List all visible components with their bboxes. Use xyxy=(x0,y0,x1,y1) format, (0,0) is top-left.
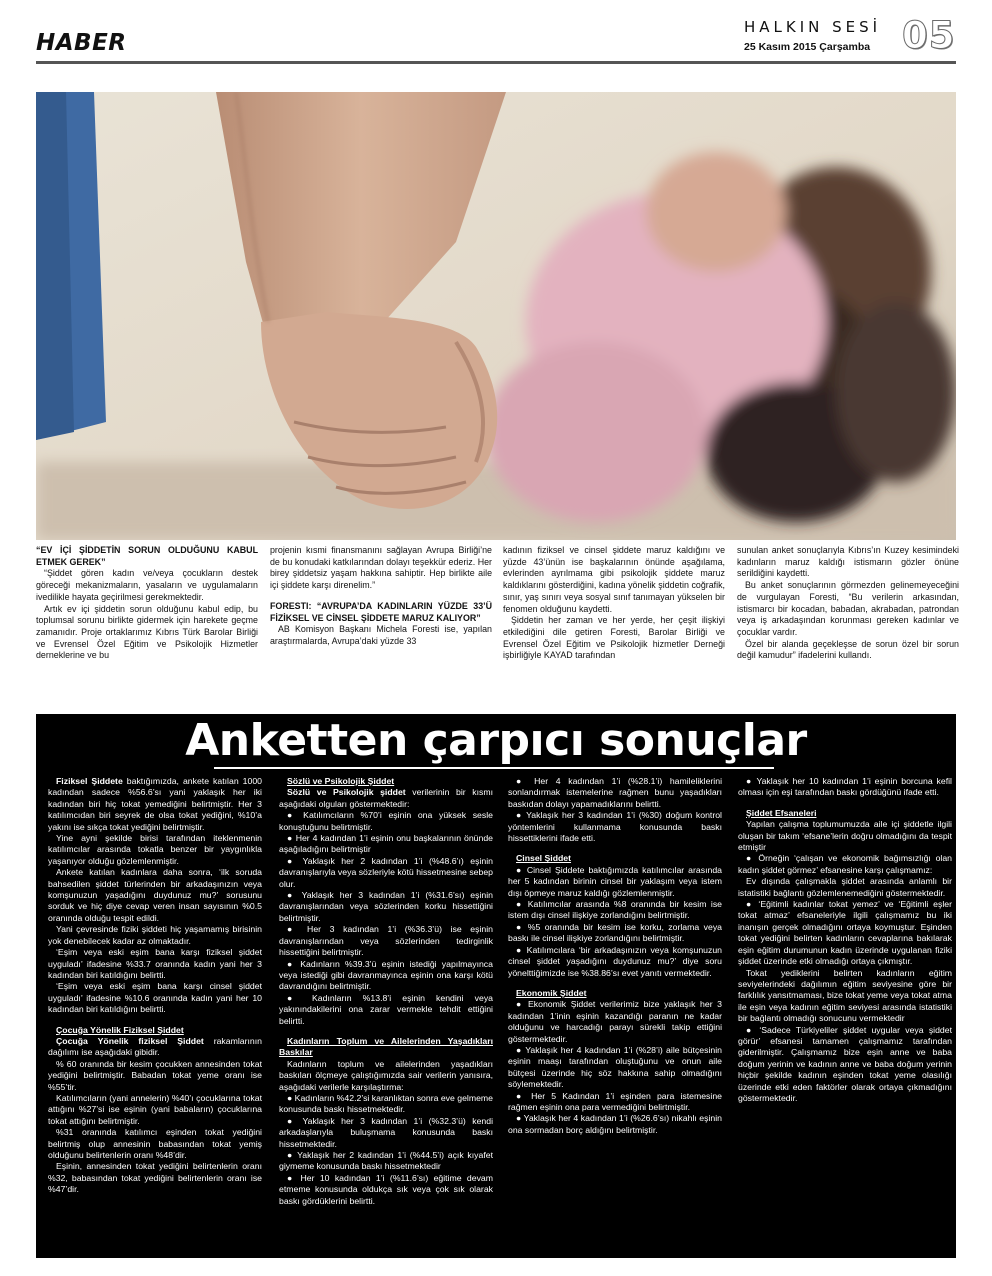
survey-paragraph xyxy=(279,1116,493,1150)
survey-paragraph xyxy=(279,833,493,856)
survey-lead-text: Fiziksel Şiddete xyxy=(56,776,123,786)
survey-paragraph xyxy=(508,865,722,899)
survey-body-text: ● Her 5 Kadından 1’i eşinden para istemesine rağmen eşinin ona para vermediğini belirtmiştir. xyxy=(508,1090,722,1112)
article-column-1 xyxy=(36,545,258,662)
survey-subheading: Ekonomik Şiddet xyxy=(516,987,587,998)
survey-body-text: Kadınların toplum ve ailelerinden yaşadıkları baskıları ölçmeye çalıştığımızda sair verilerin yanısıra, aşağıdaki verilerle karşılaştırma: xyxy=(279,1058,493,1092)
article-column-4 xyxy=(737,545,959,662)
survey-body-text: Yine ayni şekilde birisi tarafından iteklenmenin katılımcılar arasında tokatla benzer bir yaygınlıkla yaşanıyor olduğu gözlemlenmiştir. xyxy=(48,833,262,866)
survey-paragraph xyxy=(508,1113,722,1136)
survey-body-text: ● Kadınların %39.3’ü eşinin istediği yapılmayınca veya istediği gibi davranmayınca eşinin ona karşı kötü davrandığını belirtmiştir. xyxy=(279,958,493,992)
survey-body-text: verilerinin bir kısmı aşağıdaki olguları göstermektedir: xyxy=(279,787,493,809)
newspaper-name: HALKIN SESİ xyxy=(744,18,882,36)
survey-body-text: ● Yaklaşık her 10 kadından 1’i eşinin borcuna kefil olması için eşi tarafından baskı gördüğünü ifade etti. xyxy=(738,776,952,798)
page-number: 05 xyxy=(902,14,956,57)
survey-paragraph xyxy=(279,810,493,833)
survey-paragraph xyxy=(48,1059,262,1093)
survey-body-text: ● Yaklaşık her 4 kadından 1’i (%26.6’sı) nikahlı eşinin ona sormadan borç aldığını belirtmiştir. xyxy=(508,1113,722,1135)
survey-body-text: ‘Eşim veya eski eşim bana karşı cinsel şiddet uyguladı’ ifadesine %10.6 oranında kadın yani her 10 kadından biri katıldığını belirtti. xyxy=(48,981,262,1015)
survey-body-text: ● Her 3 kadından 1’i (%36.3’ü) ise eşinin davranışlarından veya sözlerinden tedirginlik hissettiğini belirtmiştir. xyxy=(279,924,493,958)
survey-paragraph xyxy=(738,1025,952,1105)
article-paragraph: Şiddetin her zaman ve her yerde, her çeşit ilişkiyi etkilediğini dile getiren Foresti, Barolar Birliği ve Evrensel Özel Eğitim ve Psikolojik hizmetler Derneği işbirliğiyle KAYAD tarafından xyxy=(503,615,725,661)
survey-subheading: Çocuğa Yönelik Fiziksel Şiddet xyxy=(56,1024,184,1035)
survey-paragraph xyxy=(279,787,493,810)
survey-body-text: ● Yaklaşık her 4 kadından 1’i (%28’i) aile bütçesinin eşinin maaşı tarafından oluştuğunu ve onun aile bütçesi üzerinde hiç söz hakkına sahip olmadığını söylemektedir. xyxy=(508,1044,722,1090)
survey-body-text: ● Her 4 kadından 1’i eşinin onu başkalarının önünde aşağıladığını belirtmiştir xyxy=(279,833,493,855)
survey-body-text: Katılımcıların (yani annelerin) %40’ı çocuklarına tokat attığını %27’si ise eşinin (yani babaların) çocuklarına tokat attığını belirtmiştir. xyxy=(48,1092,262,1126)
article-column-2 xyxy=(270,545,492,648)
survey-paragraph xyxy=(48,776,262,833)
survey-paragraph xyxy=(508,899,722,922)
survey-lead-text: Çocuğa Yönelik fiziksel Şiddet xyxy=(56,1035,204,1046)
article-paragraph: sunulan anket sonuçlarıyla Kıbrıs’ın Kuzey kesimindeki kadınların maruz kaldığı istismarın gözler önüne serildiğini kaydetti. xyxy=(737,545,959,579)
survey-body-text: ● Cinsel Şiddete baktığımızda katılımcılar arasında her 5 kadından birinin cinsel bir yaklaşım veya istem dışı öpmeye maruz kaldığı gözlemlenmiştir. xyxy=(508,864,722,898)
survey-body-text: ● ‘Sadece Türkiyeliler şiddet uygular veya şiddet görür’ efsanesi tamamen çalışmamız tarafından giderilmiştir. Çalışmamız bize eşin anne ve baba doğum yerinin ve kadının anne ve baba doğum yerinin hiçbir şekilde kadının eşinden tokat yeme olasılığı üzerinde etki eden faktörler olarak ortaya çıkmadığını göstermektedir. xyxy=(738,1024,952,1103)
hero-photo xyxy=(36,92,956,540)
survey-lead-text: Sözlü ve Psikolojik şiddet xyxy=(287,787,406,798)
survey-paragraph xyxy=(508,999,722,1045)
article-paragraph: Artık ev içi şiddetin sorun olduğunu kabul edip, bu toplumsal sorunu birlikte gidermek için harekete geçme zamanıdır. Proje ortaklarımız Kıbrıs Türk Barolar Birliği ve Evrensel Özel Eğitim ve Psikolojik Hizmetler derneklerine ve bu xyxy=(36,603,258,661)
survey-body-text: ● Ekonomik Şiddet verilerimiz bize yaklaşık her 3 kadından 1’inin eşinin kazandığı paranın ne kadar olduğunu ve harcadığı parayı sürekli takip ettiğini göstermektedir. xyxy=(508,999,722,1044)
survey-column-3 xyxy=(508,776,722,1136)
article-paragraph: Özel bir alanda geçekleşse de sorun özel bir sorun değil kamudur” ifadelerini kullandı. xyxy=(737,638,959,661)
survey-body-text: ● Kadınların %42.2’si karanlıktan sonra eve gelmeme konusunda baskı hissetmektedir. xyxy=(279,1092,493,1115)
survey-body-text: ● Yaklaşık her 2 kadından 1’i (%48.6’ı) eşinin davranışlarıyla veya sözleriyle kötü hissetmesine sebep olur. xyxy=(279,855,493,889)
survey-headline: Anketten çarpıcı sonuçlar xyxy=(185,715,807,766)
survey-paragraph xyxy=(508,945,722,979)
survey-body-text: Ev dışında çalışmakla şiddet arasında anlamlı bir istatistiki bağlantı gözlemlenemediğini göstermektedir. xyxy=(738,876,952,898)
survey-subheading: Kadınların Toplum ve Ailelerinden Yaşadıkları Baskılar xyxy=(279,1035,493,1058)
survey-paragraph xyxy=(508,776,722,810)
survey-paragraph xyxy=(279,856,493,890)
article-paragraph: kadının fiziksel ve cinsel şiddete maruz kaldığını ve yüzde 43’ünün ise başkalarının önünde aşağılama, evlerinden ayrılmama gibi psikolojik şiddete maruz kaldıklarını gösterdiğini, kadına yönelik şiddetin coğrafik, sınır, yaş sınırı veya sosyal sınıf tanımayan yükselen bir fenomen olduğunu kaydetti. xyxy=(503,545,725,614)
article-subheading: FORESTI: “AVRUPA’DA KADINLARIN YÜZDE 33’Ü FİZİKSEL VE CİNSEL ŞİDDETE MARUZ KALIYOR” xyxy=(270,600,492,623)
article-subheading: “EV İÇİ ŞİDDETİN SORUN OLDUĞUNU KABUL ETMEK GEREK” xyxy=(36,545,258,567)
issue-date: 25 Kasım 2015 Çarşamba xyxy=(744,41,871,53)
article-paragraph: Bu anket sonuçlarının görmezden gelinemeyeceğini de vurgulayan Foresti, “Bu verilerin arkasından, istismarcı bir kocadan, babadan, akrabadan, patrondan veya iş arkadaşından korunması gereken kadınlar ve çocuklar vardır. xyxy=(737,580,959,637)
survey-body-text: ● ‘Eğitimli kadınlar tokat yemez’ ve ‘Eğitimli eşler tokat atmaz’ efsaneleriyle ilgili çalışmamız bu iki inanışın gerçek olmadığını ortaya koymuştur. Eşinden tokat yediğini belirten kadınların cevaplarına bakılarak eşin eğitim durumunun kadın üzerinde uygulanan fiziki şiddet üzerinde etki olmadığı ortaya çıkmıştır. xyxy=(738,899,952,967)
survey-subheading: Şiddet Efsaneleri xyxy=(746,807,817,818)
article-paragraph: “Şiddet gören kadın ve/veya çocukların destek göreceği mekanizmaların, yasaların ve uygulamaların ivedilikle hayata geçirilmesi gerekmektedir. xyxy=(36,568,258,602)
survey-subheading: Sözlü ve Psikolojik Şiddet xyxy=(287,776,395,786)
survey-paragraph xyxy=(48,924,262,947)
survey-paragraph xyxy=(738,968,952,1025)
survey-body-text: ● Kadınların %13.8’i eşinin kendini veya yakınındakilerini ona zarar vermekle tehdit ettiğini belirtti. xyxy=(279,992,493,1026)
survey-paragraph xyxy=(279,1150,493,1173)
survey-body-text: baktığımızda, ankete katılan 1000 kadından sadece %56.6’sı yani yaklaşık her iki kadından biri hiç tokat yemediğini belirtmiştir. Her 3 katılımcıdan biri seyrek de olsa tokat yediğini, %10’a yakını ise sıkça tokat yediğini belirtmiştir. xyxy=(48,776,262,832)
survey-paragraph xyxy=(48,1161,262,1195)
survey-body-text: Eşinin, annesinden tokat yediğini belirtenlerin oranı %32, babasından tokat yediğini belirtenlerin oranı ise %47’dir. xyxy=(48,1161,262,1195)
survey-body-text: ‘Eşim veya eski eşim bana karşı fiziksel şiddet uyguladı’ ifadesine %33.7 oranında kadın yani her 3 kadından biri katıldığını belirtti. xyxy=(48,947,262,980)
survey-body-text: ● %5 oranında bir kesim ise korku, zorlama veya baskı ile cinsel ilişkiye zorlandığını belirtmiştir. xyxy=(508,921,722,944)
survey-paragraph xyxy=(738,819,952,853)
survey-body-text: % 60 oranında bir kesim çocukken annesinden tokat yediğini belirtmiştir. Babadan tokat yeme oranı ise %55’tir. xyxy=(48,1058,262,1092)
survey-paragraph xyxy=(48,867,262,924)
survey-paragraph xyxy=(279,1059,493,1093)
survey-subheading: Cinsel Şiddet xyxy=(516,853,572,864)
survey-body-text: ● Katılımcıların %70’i eşinin ona yüksek sesle konuştuğunu belirtmiştir. xyxy=(279,810,493,832)
survey-paragraph xyxy=(508,922,722,945)
survey-paragraph xyxy=(48,833,262,867)
survey-paragraph xyxy=(279,1093,493,1116)
survey-paragraph xyxy=(508,810,722,844)
survey-body-text: rakamlarının dağılımı ise aşağıdaki gibidir. xyxy=(48,1035,262,1058)
survey-paragraph xyxy=(48,1036,262,1059)
survey-column-2 xyxy=(279,776,493,1207)
survey-body-text: Ankete katılan kadınlara daha sonra, ‘ilk soruda bahsedilen şiddet türlerinden bir arkadaşınızın veya komşunuzun yaşadığını duydunuz mu?’ sorusunu sorduk ve hiç diye cevap veren insan sayısının %0.5 oranında olduğu tespit edildi. xyxy=(48,867,262,923)
survey-paragraph xyxy=(279,959,493,993)
survey-paragraph xyxy=(48,1127,262,1161)
survey-paragraph xyxy=(279,993,493,1027)
survey-paragraph xyxy=(738,853,952,876)
survey-body-text: ● Yaklaşık her 3 kadından 1’i (%30) doğum kontrol yöntemlerini kullanmama konusunda baskı hissettiklerini ifade etti. xyxy=(508,810,722,844)
survey-body-text: ● Yaklaşık her 2 kadından 1’i (%44.5’i) açık kıyafet giymeme konusunda baskı hissetmektedir xyxy=(279,1150,493,1172)
survey-paragraph xyxy=(738,899,952,967)
survey-body-text: ● Her 10 kadından 1’i (%11.6’sı) eğitime devam etmeme konusunda oldukça sık veya çok sık olarak baskı gördüklerini belirtti. xyxy=(279,1172,493,1206)
survey-column-1 xyxy=(48,776,262,1196)
survey-body-text: Yapılan çalışma toplumumuzda aile içi şiddetle ilgili oluşan bir takım ‘efsane’lerin doğru olmadığını da tespit etmiştir xyxy=(738,819,952,853)
survey-paragraph xyxy=(48,981,262,1015)
survey-body-text: ● Örneğin ‘çalışan ve ekonomik bağımsızlığı olan kadın şiddet görmez’ efsanesine karşı çalışmamız: xyxy=(738,853,952,875)
survey-paragraph xyxy=(48,947,262,981)
photo-illustration xyxy=(36,92,956,540)
survey-paragraph xyxy=(48,1093,262,1127)
survey-body-text: ● Yaklaşık her 3 kadından 1’i (%31.6’sı) eşinin davranışlarından veya sözlerinden korku hissettiğini belirtmiştir. xyxy=(279,890,493,923)
header-rule xyxy=(36,61,956,64)
survey-body-text: ● Yaklaşık her 3 kadından 1’i (%32.3’ü) kendi arkadaşlarıyla buluşmama konusunda baskı hissetmektedir. xyxy=(279,1115,493,1149)
survey-paragraph xyxy=(508,1091,722,1114)
survey-body-text: Yani çevresinde fiziki şiddeti hiç yaşamamış birisinin yok denebilecek kadar az olmaktadır. xyxy=(48,924,262,946)
survey-paragraph xyxy=(279,890,493,924)
article-paragraph: AB Komisyon Başkanı Michela Foresti ise, yapılan araştırmalarda, Avrupa’daki yüzde 33 xyxy=(270,624,492,646)
survey-column-4 xyxy=(738,776,952,1104)
survey-paragraph xyxy=(738,776,952,799)
survey-paragraph xyxy=(279,1173,493,1207)
survey-paragraph xyxy=(738,876,952,899)
headline-underline xyxy=(214,767,774,769)
survey-body-text: ● Katılımcılar arasında %8 oranında bir kesim ise istem dışı cinsel ilişkiye zorlandığını belirtmiştir. xyxy=(508,899,722,921)
article-paragraph: projenin kısmi finansmanını sağlayan Avrupa Birliği’ne de bu konudaki katkılarından dolayı teşekkür ederiz. Her birey şiddetsiz yaşam hakkına sahiptir. Hep birlikte aile içi şiddete karşı direnelim.” xyxy=(270,545,492,591)
section-label: HABER xyxy=(36,30,127,56)
survey-body-text: %31 oranında katılımcı eşinden tokat yediğini belirtmiş olup annesinin babasından tokat yemiş olduğunu belirtenlerin oranı %48’dir. xyxy=(48,1127,262,1160)
survey-paragraph xyxy=(279,924,493,958)
survey-body-text: ● Her 4 kadından 1’i (%28.1’i) hamileliklerini sonlandırmak istemelerine rağmen bunu yaşadıkları baskıdan dolayı yapamadıklarını belirtti. xyxy=(508,776,722,809)
survey-body-text: ● Katılımcılara ‘bir arkadaşınızın veya komşunuzun cinsel şiddet yaşadığını duydunuz mu?’ diye soru yönelttiğimizde ise %38.86’sı evet yanıtı vermektedir. xyxy=(508,944,722,978)
article-column-3 xyxy=(503,545,725,662)
survey-body-text: Tokat yediklerini belirten kadınların eğitim seviyelerindeki dağılımın eğitim seviyesine göre bir farklılık yansıtmaması, bize tokat yeme veya tokat atma ile eşin veya kadının eğitim seviyesi arasında istatistiki bir bağlantı olmadığı sonucunu vermektedir xyxy=(738,967,952,1024)
survey-paragraph xyxy=(508,1045,722,1091)
survey-results-box xyxy=(36,714,956,1258)
